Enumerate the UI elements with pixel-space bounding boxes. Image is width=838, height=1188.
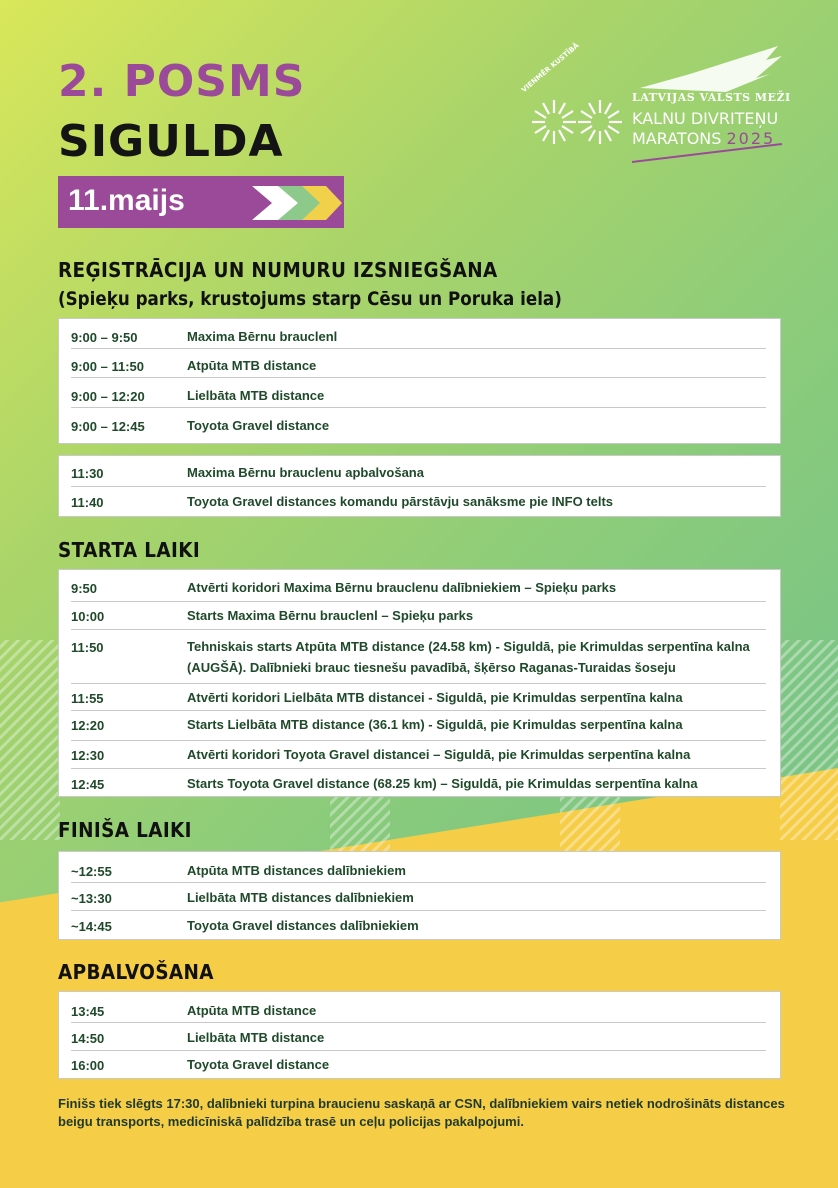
row-time: 12:20 — [71, 718, 105, 733]
start-times-table — [58, 569, 781, 797]
finish-times-table — [58, 851, 781, 940]
arrows-icon — [252, 184, 342, 222]
row-time: 14:50 — [71, 1031, 105, 1046]
footer-note: Finišs tiek slēgts 17:30, dalībnieki turpina braucienu saskaņā ar CSN, dalībniekiem vairs netiek nodrošināts distances beigu transports, medicīniskā palīdzība trasē un ceļu policijas pakalpojumi. — [58, 1096, 785, 1129]
logo-line2 — [632, 129, 775, 148]
row-time: 9:00 – 12:20 — [71, 389, 145, 404]
table-row — [71, 1051, 766, 1078]
row-time: ~12:55 — [71, 864, 112, 879]
row-time: 13:45 — [71, 1004, 105, 1019]
logo-sponsor: LATVIJAS VALSTS MEŽI — [632, 91, 791, 104]
row-desc: Maxima Bērnu brauclenu apbalvošana — [187, 465, 424, 480]
logo-line2-prefix: MARATONS — [632, 129, 727, 148]
row-time: 9:00 – 11:50 — [71, 359, 145, 374]
table-row — [71, 630, 766, 684]
logo-line1: KALNU DIVRITEŅU — [632, 109, 779, 128]
table-row — [71, 992, 766, 1023]
logo-year: 2025 — [726, 129, 776, 148]
row-desc: Toyota Gravel distances komandu pārstāvju sanāksme pie INFO telts — [187, 494, 614, 509]
row-desc: Atvērti koridori Toyota Gravel distancei – Siguldā, pie Krimuldas serpentīna kalna — [187, 747, 691, 762]
row-time: 11:55 — [71, 691, 104, 706]
row-desc: Lielbāta MTB distances dalībniekiem — [187, 890, 414, 905]
row-desc: Atpūta MTB distances dalībniekiem — [187, 863, 406, 878]
row-time: 10:00 — [71, 609, 105, 624]
row-time: 9:50 — [71, 581, 98, 596]
table-row — [71, 570, 766, 602]
row-desc: Starts Lielbāta MTB distance (36.1 km) - Siguldā, pie Krimuldas serpentīna kalna — [187, 717, 683, 732]
table-row — [71, 349, 766, 378]
row-desc: Toyota Gravel distance — [187, 418, 330, 433]
date-label: 11.maijs — [68, 184, 185, 217]
awards-title: APBALVOŠANA — [58, 960, 214, 984]
row-time: ~14:45 — [71, 919, 112, 934]
row-desc: Starts Toyota Gravel distance (68.25 km) – Siguldā, pie Krimuldas serpentīna kalna — [187, 776, 698, 791]
row-time: 9:00 – 12:45 — [71, 419, 145, 434]
table-row — [71, 1023, 766, 1051]
logo-arc-text: VIENMĒR KUSTĪBĀ — [520, 41, 581, 95]
row-time: 11:50 — [71, 640, 104, 655]
finish-times-title: FINIŠA LAIKI — [58, 818, 192, 842]
table-row — [71, 378, 766, 408]
start-times-title: STARTA LAIKI — [58, 538, 201, 562]
row-desc: Atpūta MTB distance — [187, 358, 317, 373]
registration-subtitle: (Spieķu parks, krustojums starp Cēsu un Poruka iela) — [58, 288, 562, 310]
row-time: 9:00 – 9:50 — [71, 330, 138, 345]
row-desc: Tehniskais starts Atpūta MTB distance (24.58 km) - Siguldā, pie Krimuldas serpentīna kalna (AUGŠĀ). Dalībnieki brauc tiesnešu pavadībā, šķērso Raganas-Turaidas šoseju — [187, 639, 750, 675]
row-time: 12:30 — [71, 748, 105, 763]
table-row — [71, 684, 766, 711]
awards-table — [58, 991, 781, 1079]
table-row — [71, 852, 766, 883]
table-row — [71, 769, 766, 796]
date-banner — [58, 176, 344, 228]
table-row — [71, 319, 766, 349]
row-desc: Lielbāta MTB distance — [187, 1030, 325, 1045]
row-desc: Toyota Gravel distances dalībniekiem — [187, 918, 419, 933]
row-desc: Maxima Bērnu brauclenl — [187, 329, 338, 344]
row-time: 11:30 — [71, 466, 104, 481]
stage-title: 2. POSMS — [58, 56, 306, 107]
registration-title: REĢISTRĀCIJA UN NUMURU IZSNIEGŠANA — [58, 258, 498, 282]
row-desc: Lielbāta MTB distance — [187, 388, 325, 403]
registration-table — [58, 318, 781, 444]
row-desc: Atvērti koridori Maxima Bērnu brauclenu dalībniekiem – Spieķu parks — [187, 580, 617, 595]
table-row — [71, 602, 766, 630]
table-row — [71, 456, 766, 487]
row-desc: Atvērti koridori Lielbāta MTB distancei - Siguldā, pie Krimuldas serpentīna kalna — [187, 690, 683, 705]
registration-extra-table — [58, 455, 781, 517]
row-time: 11:40 — [71, 495, 104, 510]
row-time: 16:00 — [71, 1058, 105, 1073]
row-desc: Starts Maxima Bērnu brauclenl – Spieķu parks — [187, 608, 474, 623]
table-row — [71, 487, 766, 516]
table-row — [71, 711, 766, 741]
row-desc: Atpūta MTB distance — [187, 1003, 317, 1018]
table-row — [71, 911, 766, 939]
row-time: 12:45 — [71, 777, 105, 792]
table-row — [71, 408, 766, 442]
table-row — [71, 883, 766, 911]
row-time: ~13:30 — [71, 891, 112, 906]
table-row — [71, 741, 766, 769]
row-desc: Toyota Gravel distance — [187, 1057, 330, 1072]
city-title: SIGULDA — [58, 116, 284, 167]
